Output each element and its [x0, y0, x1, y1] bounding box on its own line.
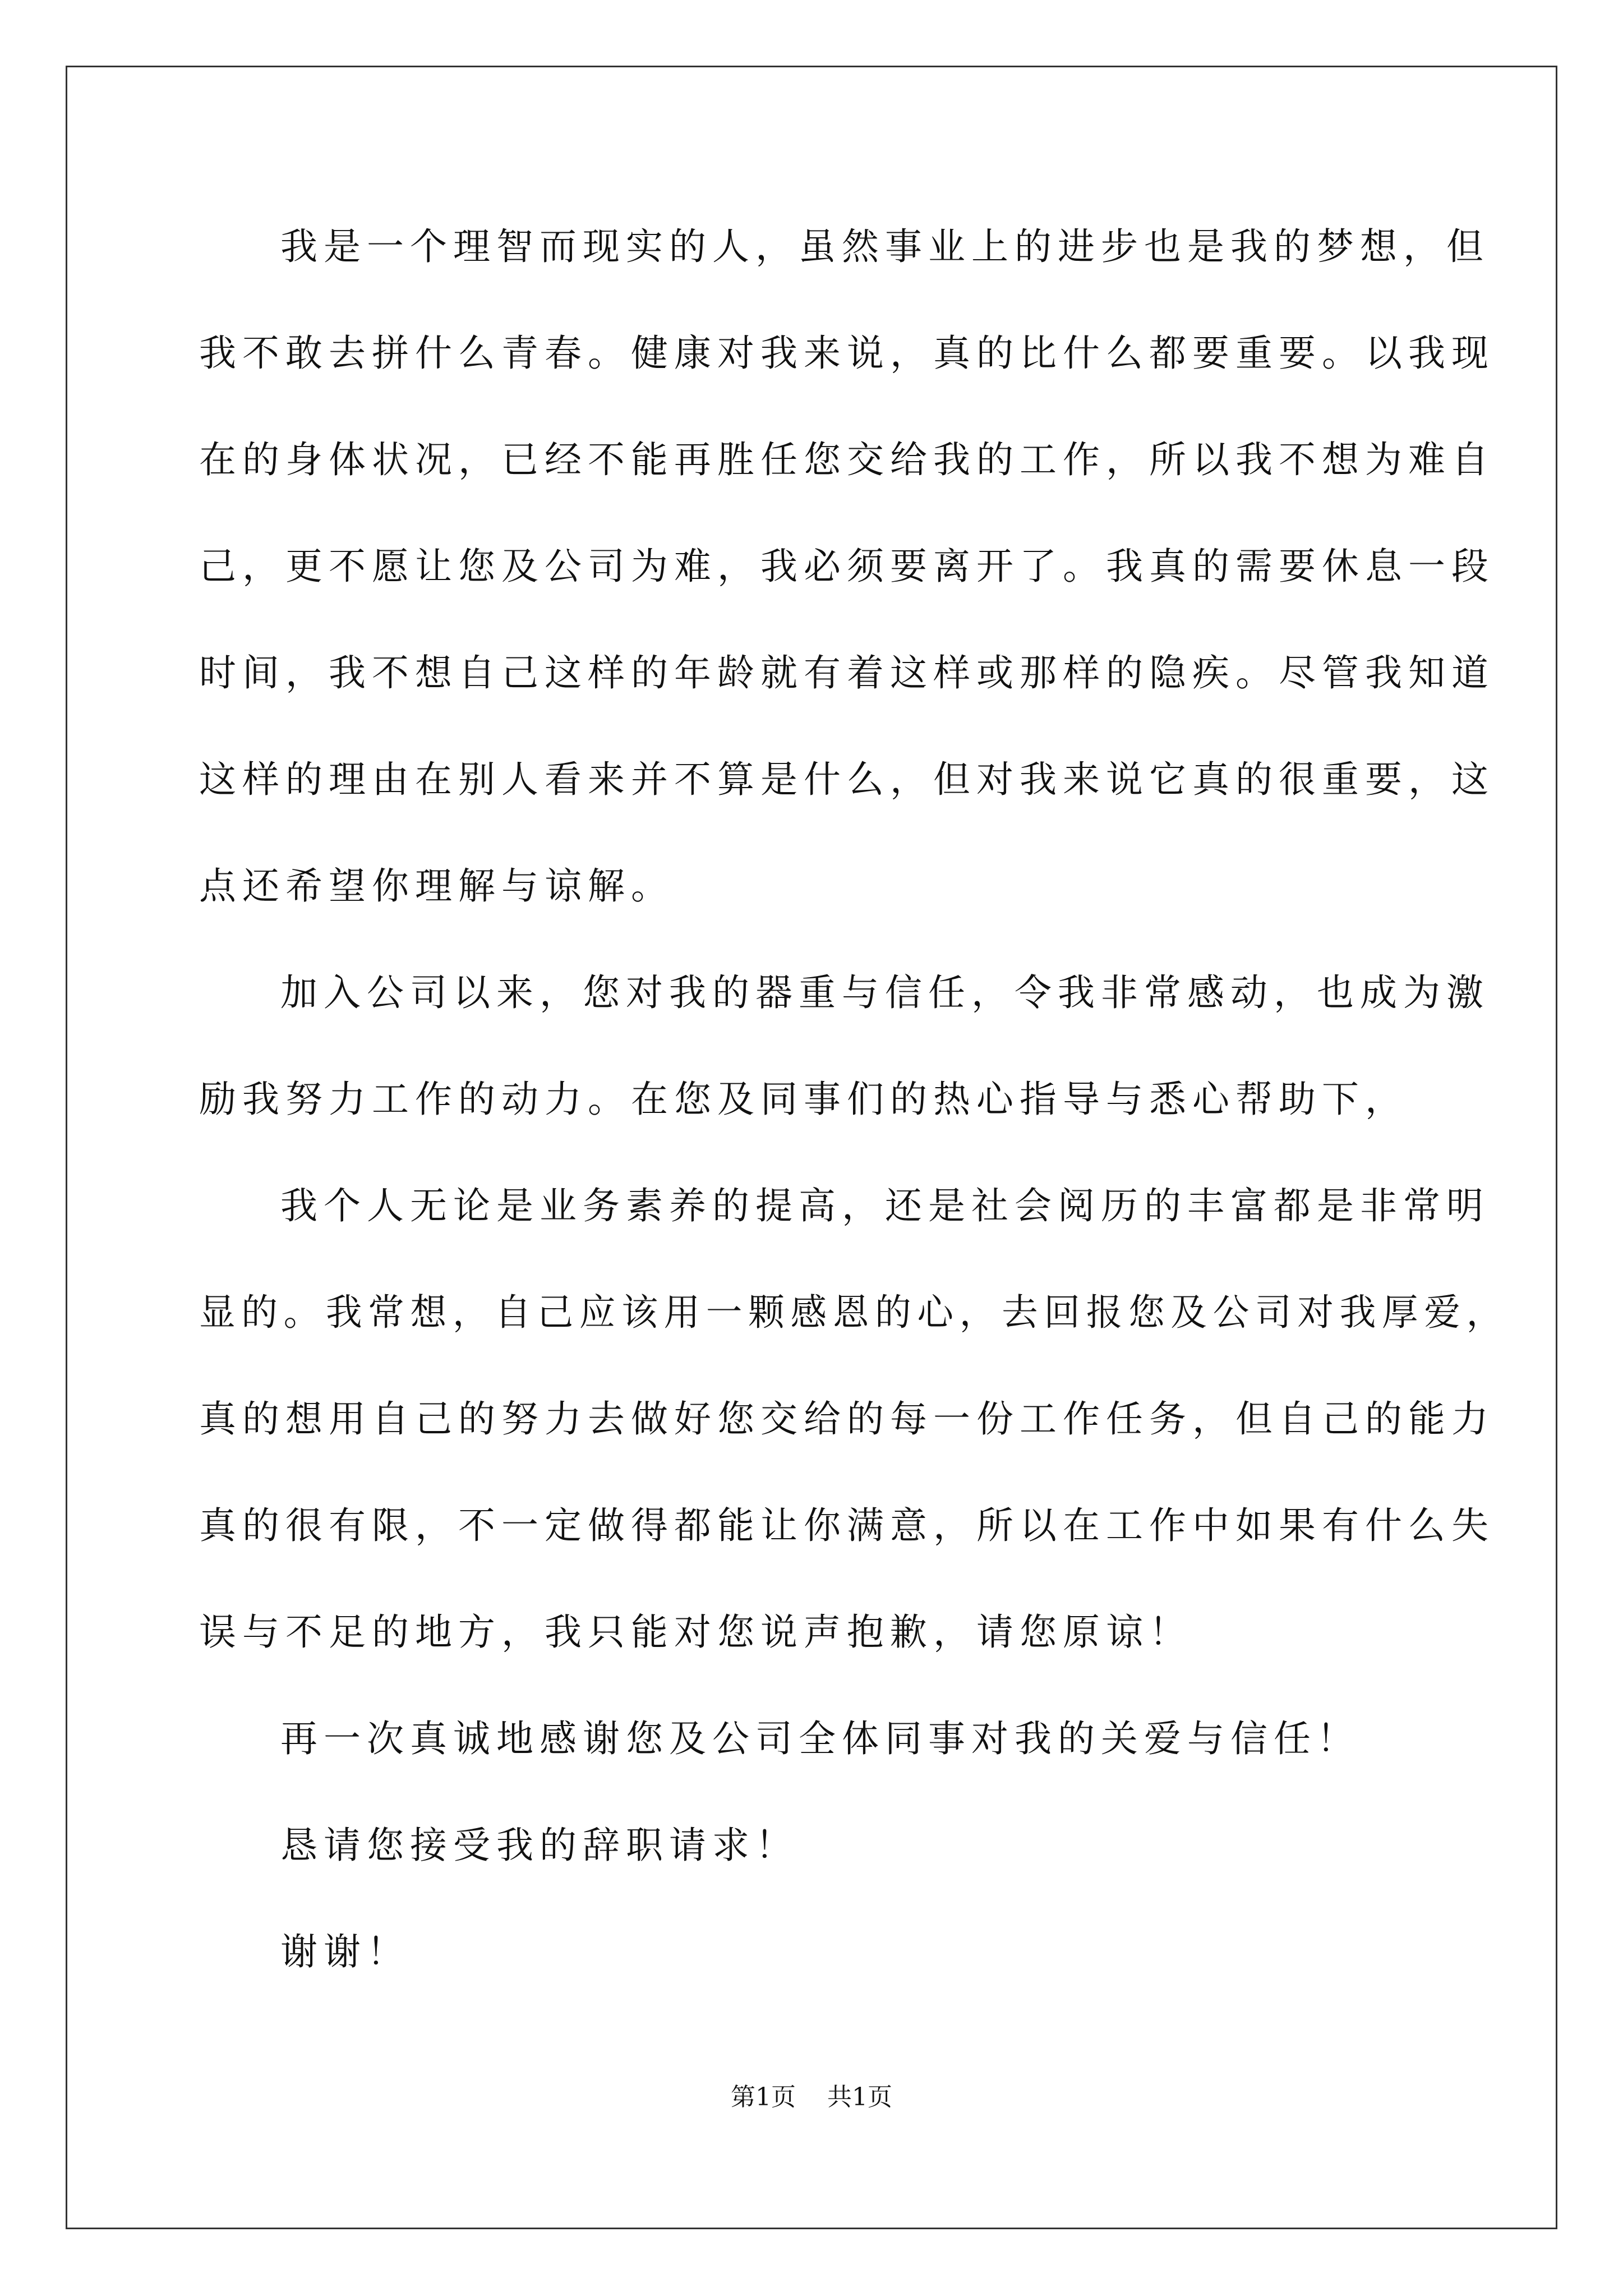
paragraph-line: 点还希望你理解与谅解。 — [199, 864, 674, 908]
paragraph-line: 己，更不愿让您及公司为难，我必须要离开了。我真的需要休息一段 — [199, 545, 1495, 588]
page-footer — [0, 2081, 1623, 2114]
paragraph-line: 误与不足的地方，我只能对您说声抱歉，请您原谅！ — [199, 1611, 1192, 1654]
paragraph-line: 在的身体状况，已经不能再胜任您交给我的工作，所以我不想为难自 — [199, 438, 1495, 481]
paragraph-line: 时间，我不想自己这样的年龄就有着这样或那样的隐疾。尽管我知道 — [199, 651, 1495, 694]
paragraph-line: 加入公司以来，您对我的器重与信任，令我非常感动，也成为激 — [280, 971, 1490, 1014]
paragraph-line: 真的很有限，不一定做得都能让你满意，所以在工作中如果有什么失 — [199, 1504, 1495, 1547]
paragraph-line: 显的。我常想，自己应该用一颗感恩的心，去回报您及公司对我厚爱， — [199, 1291, 1509, 1334]
paragraph-line: 我不敢去拼什么青春。健康对我来说，真的比什么都要重要。以我现 — [199, 332, 1495, 375]
page-border — [66, 66, 1557, 2229]
page-number: 第1页 — [731, 2083, 796, 2111]
paragraph-line: 恳请您接受我的辞职请求！ — [280, 1824, 799, 1867]
paragraph-line: 我个人无论是业务素养的提高，还是社会阅历的丰富都是非常明 — [280, 1184, 1490, 1227]
page-total: 共1页 — [827, 2083, 892, 2111]
paragraph-line: 再一次真诚地感谢您及公司全体同事对我的关爱与信任！ — [280, 1717, 1360, 1760]
paragraph-line: 真的想用自己的努力去做好您交给的每一份工作任务，但自己的能力 — [199, 1397, 1495, 1441]
paragraph-line: 谢谢！ — [280, 1930, 410, 1973]
paragraph-line: 我是一个理智而现实的人，虽然事业上的进步也是我的梦想，但 — [280, 225, 1490, 268]
paragraph-line: 励我努力工作的动力。在您及同事们的热心指导与悉心帮助下， — [199, 1078, 1408, 1121]
paragraph-line: 这样的理由在别人看来并不算是什么，但对我来说它真的很重要，这 — [199, 758, 1495, 801]
